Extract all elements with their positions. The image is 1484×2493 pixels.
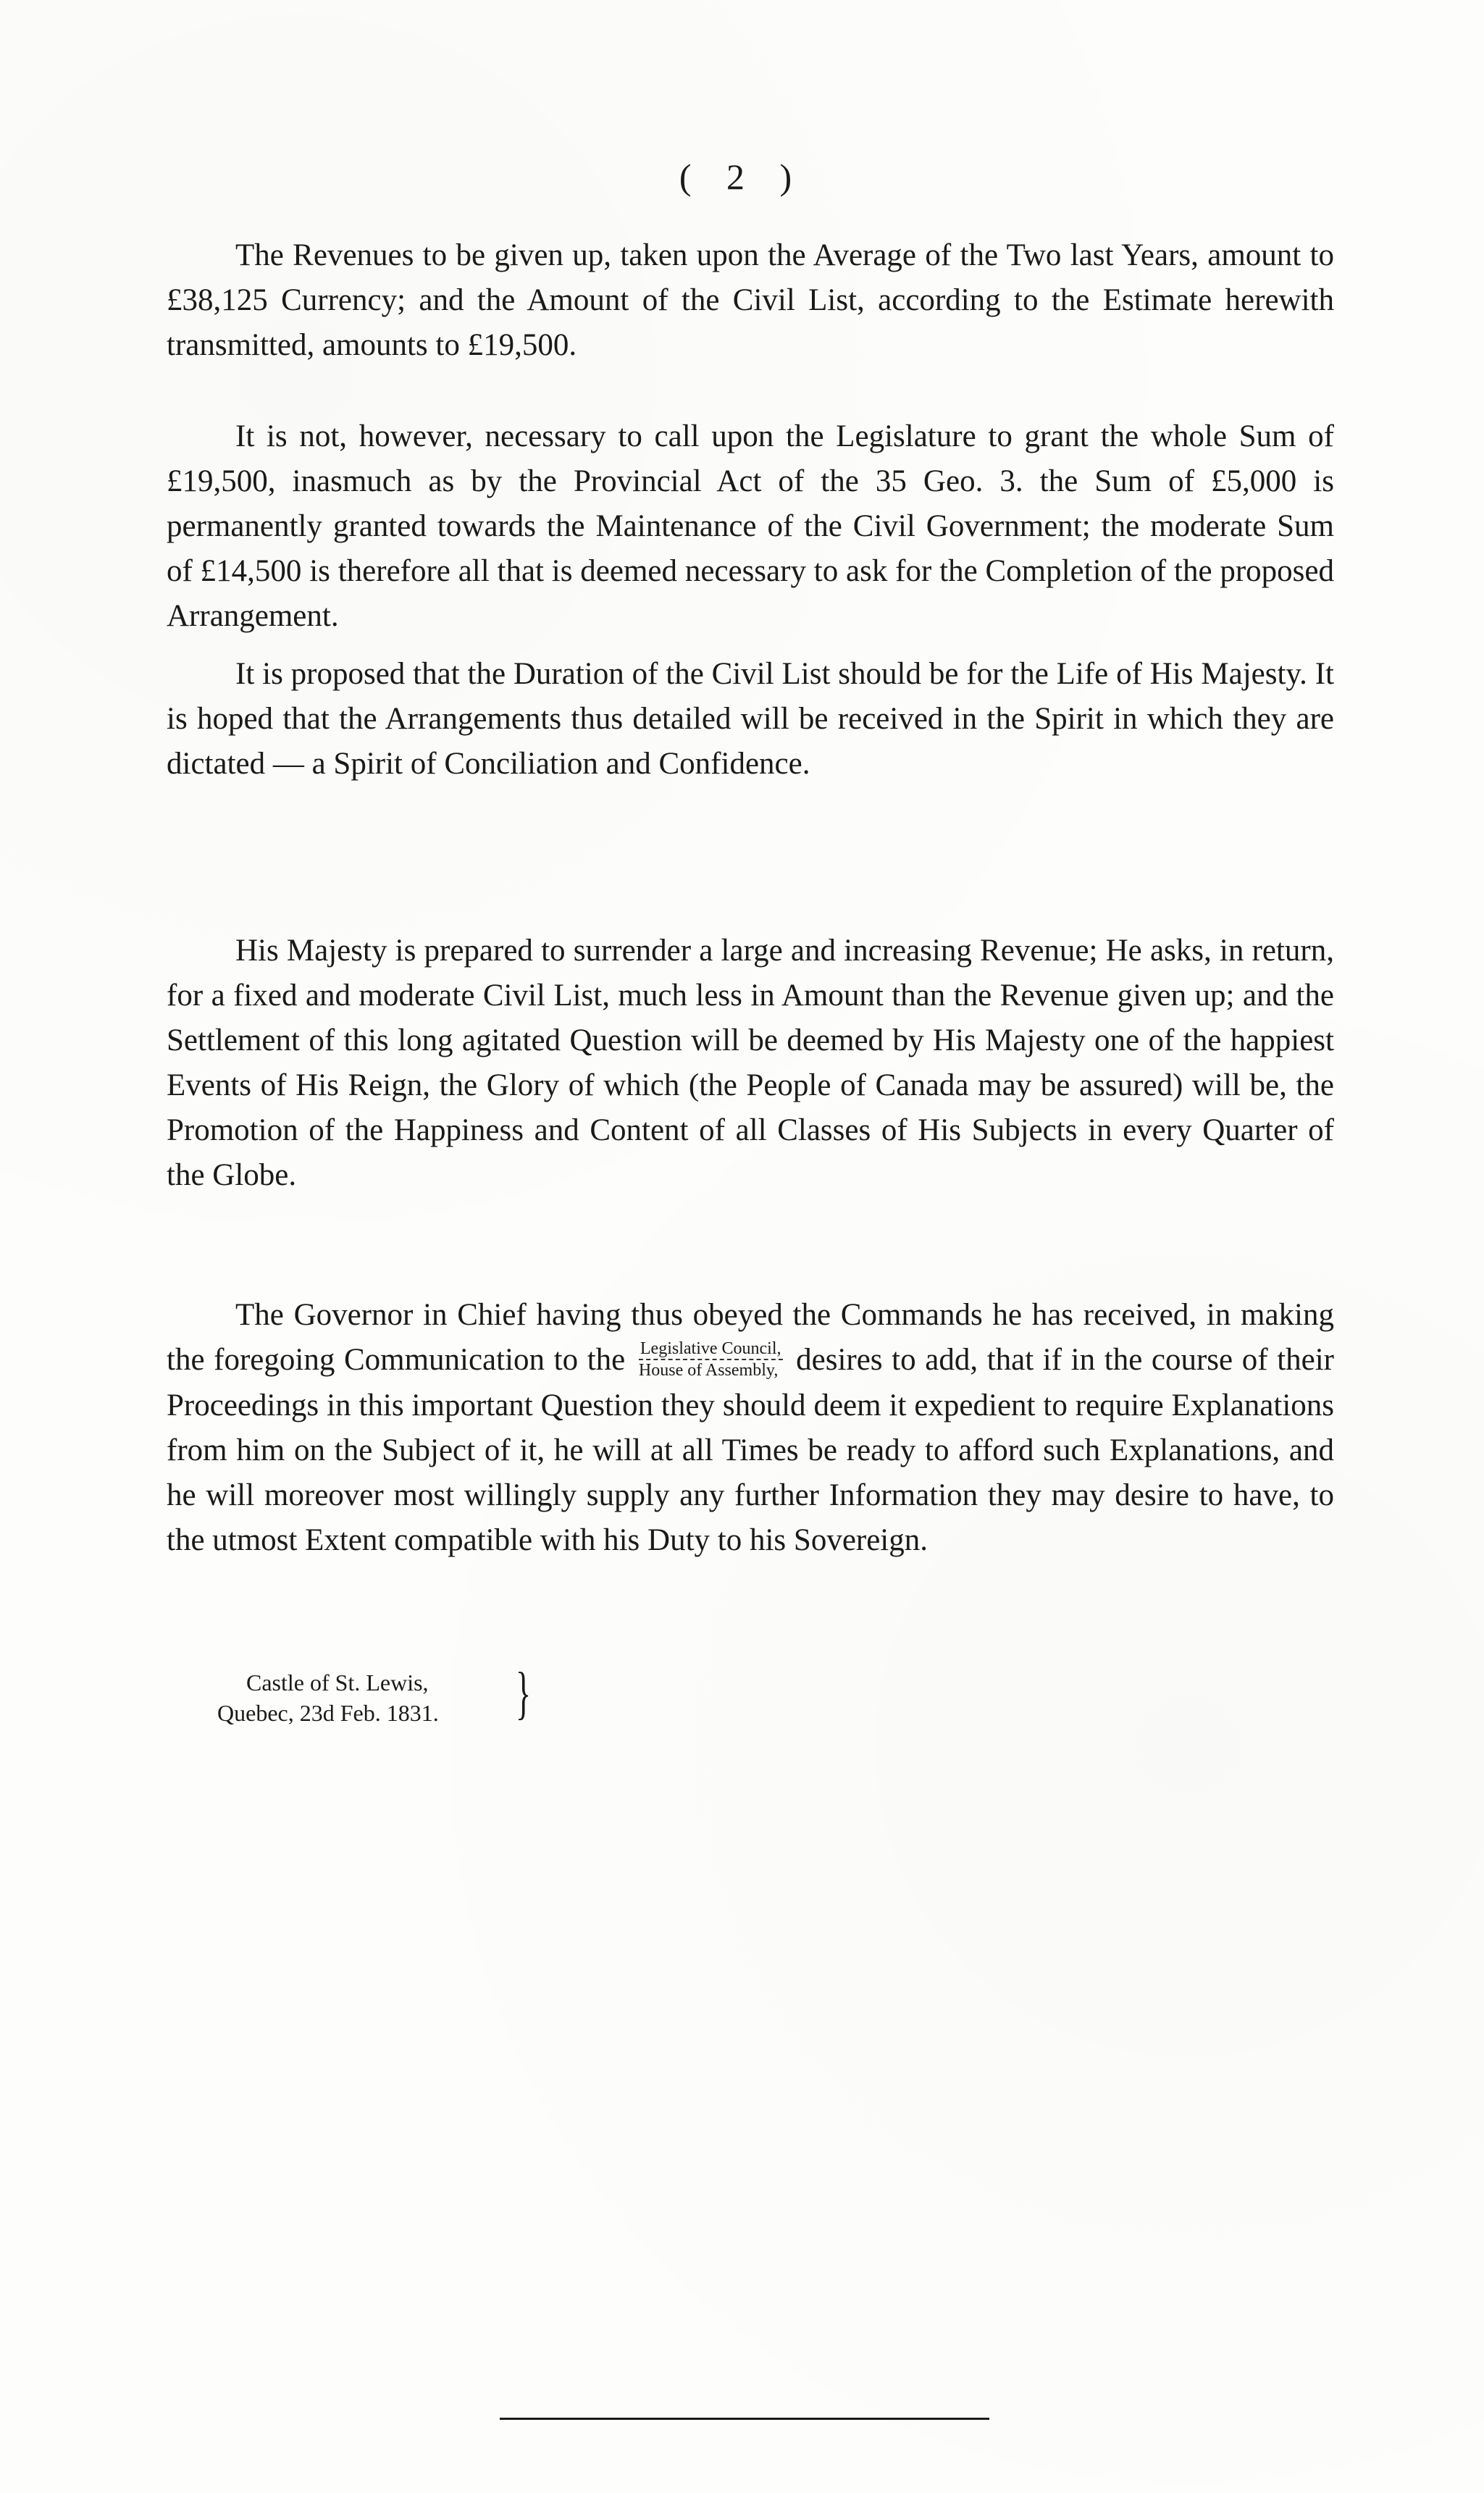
paragraph-civil-list-duration	[167, 652, 1334, 787]
stack-top-legislative-council: Legislative Council,	[639, 1338, 783, 1360]
paragraph-text-after: desires to add, that if in the course of their Proceedings in this important Question they should deem it expedient to require Explanations from him on the Subject of it, he will at all Times be ready to afford such Explanations, and he will moreover most willingly supply any further Information they may desire to have, to the utmost Extent compatible with his Duty to his Sovereign.	[167, 1343, 1334, 1558]
paragraph-text: His Majesty is prepared to surrender a large and increasing Revenue; He asks, in return, for a fixed and moderate Civil List, much less in Amount than the Revenue given up; and the Settlement of this long agitated Question will be deemed by His Majesty one of the happiest Events of His Reign, the Glory of which (the People of Canada may be assured) will be, the Promotion of the Happiness and Content of all Classes of His Subjects in every Quarter of the Globe.	[167, 934, 1334, 1192]
paragraph-governor-communication	[167, 1293, 1334, 1563]
page-number: ( 2 )	[679, 156, 805, 197]
paragraph-legislature-grant	[167, 414, 1334, 639]
paragraph-text	[167, 1293, 1334, 1563]
signature-block	[217, 1667, 439, 1728]
paragraph-text: The Revenues to be given up, taken upon the Average of the Two last Years, amount to £38,125 Currency; and the Amount of the Civil List, according to the Estimate herewith transmitted, amounts to £19,500.	[167, 238, 1334, 362]
signature-date: Quebec, 23d Feb. 1831.	[217, 1700, 439, 1726]
paragraph-text: It is proposed that the Duration of the Civil List should be for the Life of His Majesty. It is hoped that the Arrangements thus detailed will be received in the Spirit in which they are dictated — a Spirit of Conciliation and Confidence.	[167, 657, 1334, 781]
paragraph-text-before: The Governor in Chief having thus obeyed the Commands he has received, in making the foregoing Communication to the	[167, 1298, 1334, 1377]
legislature-stack	[639, 1338, 783, 1380]
paragraph-majesty-surrender	[167, 929, 1334, 1198]
paragraph-text: It is not, however, necessary to call upon the Legislature to grant the whole Sum of £19,500, inasmuch as by the Provincial Act of the 35 Geo. 3. the Sum of £5,000 is permanently granted towards the Maintenance of the Civil Government; the moderate Sum of £14,500 is therefore all that is deemed necessary to ask for the Completion of the proposed Arrangement.	[167, 419, 1334, 633]
signature-brace: }	[516, 1662, 532, 1725]
signature-place: Castle of St. Lewis,	[246, 1669, 429, 1696]
paragraph-revenues	[167, 233, 1334, 368]
closing-rule-divider	[500, 2418, 989, 2420]
stack-bottom-house-of-assembly: House of Assembly,	[638, 1361, 779, 1380]
